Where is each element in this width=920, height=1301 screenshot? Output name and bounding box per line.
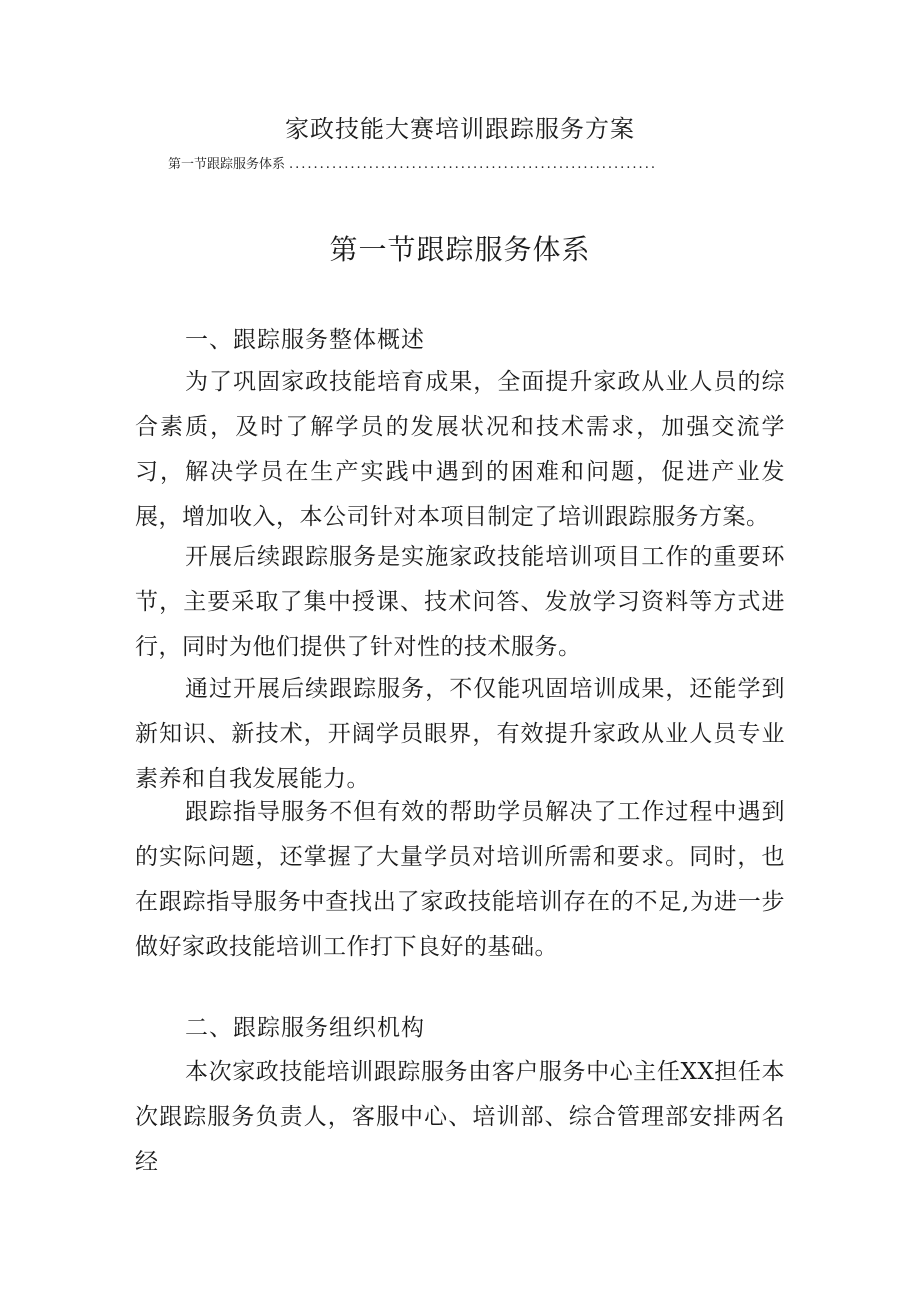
toc-dot-leader: ............................................................ <box>289 157 657 172</box>
paragraph-overview-3: 通过开展后续跟踪服务，不仅能巩固培训成果，还能学到新知识、新技术，开阔学员眼界，有效提升家政从业人员专业素养和自我发展能力。 <box>135 676 785 792</box>
paragraph-overview-1: 为了巩固家政技能培育成果，全面提升家政从业人员的综合素质，及时了解学员的发展状况和技术需求，加强交流学习，解决学员在生产实践中遇到的困难和问题，促进产业发展，增加收入，本公司针对本项目制定了培训跟踪服务方案。 <box>135 369 785 530</box>
paragraph-organization-1: 本次家政技能培训跟踪服务由客户服务中心主任XX担任本次跟踪服务负责人，客服中心、培训部、综合管理部安排两名经 <box>135 1059 785 1175</box>
paragraph-overview-2: 开展后续跟踪服务是实施家政技能培训项目工作的重要环节，主要采取了集中授课、技术问答、发放学习资料等方式进行，同时为他们提供了针对性的技术服务。 <box>135 544 785 660</box>
subsection-heading-overview: 一、跟踪服务整体概述 <box>185 327 425 353</box>
section-heading: 第一节跟踪服务体系 <box>329 233 591 266</box>
toc-entry-label[interactable]: 第一节跟踪服务体系 <box>168 157 286 172</box>
paragraph-overview-4: 跟踪指导服务不但有效的帮助学员解决了工作过程中遇到的实际问题，还掌握了大量学员对培训所需和要求。同时，也在跟踪指导服务中查找出了家政技能培训存在的不足,为进一步做好家政技能培训工作打下良好的基础。 <box>135 799 785 960</box>
subsection-heading-organization: 二、跟踪服务组织机构 <box>185 1015 425 1041</box>
document-title: 家政技能大赛培训跟踪服务方案 <box>285 115 635 143</box>
table-of-contents-entry[interactable] <box>168 155 758 175</box>
